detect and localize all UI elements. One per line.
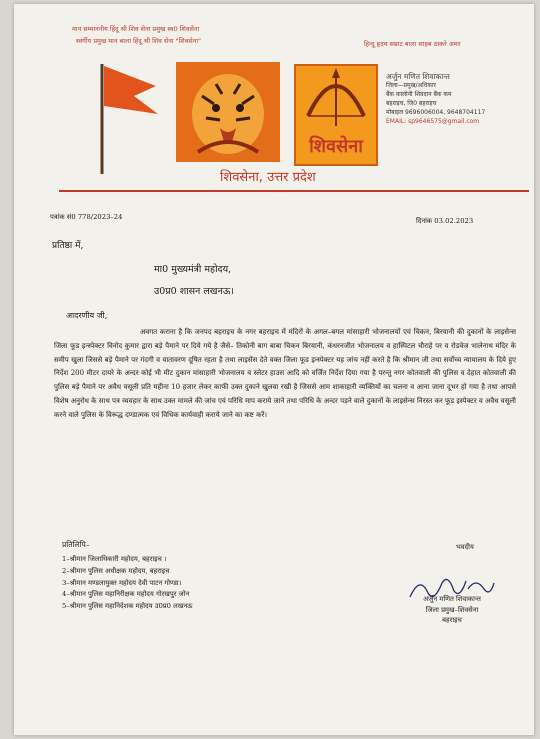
signatory-block	[396, 594, 508, 626]
header-top-left-line-2: स्वर्गीय प्रमुख मान बाला हिंदू श्री शिव सेना "शिवसेना"	[76, 37, 202, 45]
copy-item: 4–श्रीमान पुलिस महानिरीक्षक महोदय गोरखपुर जोन	[62, 590, 190, 599]
sender-designation: जिला—प्रमुख/अधिकार	[386, 82, 437, 89]
header-divider	[59, 190, 529, 192]
sender-mobile: मोबाइल 9696006004, 9648704117	[386, 109, 486, 116]
signatory-designation: जिला प्रमुख–शिवसेना	[425, 605, 479, 614]
recipient-label: प्रतिष्ठा में,	[52, 241, 84, 251]
reference-number: पत्रांक सं0 778/2023–24	[50, 213, 123, 221]
sender-contact-block	[386, 72, 531, 126]
logo-wordmark: शिवसेना	[309, 136, 363, 157]
copy-to-list	[62, 554, 192, 613]
recipient-line-2: उ0प्र0 शासन लखनऊ।	[154, 286, 234, 297]
letter-page	[14, 4, 534, 735]
letter-body: अवगत कराना है कि जनपद बहराइच के नगर बहराइच में मंदिरों के अगल–बगल मांसाहारी भोजनालयों एवं चिकन, बिरयानी की दुकानों के लाइसेन्स जिला फूड इन्स्पेक्टर विनोद कुमार द्वारा बड़े पैमाने पर दिये गये है जैसे– तिकोनी बाग बाबा चिकन बिरयानी, कंधरनजीत भोजनालय व हास्पिटल चौराहे पर व रोडवेज भालेनाथ मंदिर के समीप खुला जिससे बड़े पैमाने पर गंदगी व वातावरण दूषित रहता है तथा लाइसेंस देते वक्त जिला फूड इन्स्पेक्टर यह जांच नहीं करते है कि श्रीमान जी तथा सर्वोच्च न्यायालय के दिये हुए निर्देश 200 मीटर दायरे के अन्दर कोई भी मीट दुकान मांसाहारी भोजनालय व स्लेटर हाउस आदि को वर्जित निर्देश दिया गया है परन्तु नगर कोतवाली की पुलिस व देहात कोतवाली की पुलिस बड़े पैमाने पर अवैध वसूली प्रति महीना 10 हजार लेकर काफी उक्त दुकाने खुलवा रखी है जिससे आम शाकाहारी व्यक्तियों का चलना व आना जाना दूभर हो गया है तथा आपसे विशेष अनुरोध के साथ पत्र व्यवहार के साथ उक्त मामले की जांच एवं परिधि माप कराये जाने तथा परिधि के अन्दर पड़ने वाले दुकानों के लाइसेन्स निरस्त कर फूड इस्पेक्टर व अवैध वसूली करने वाले पुलिस के विरूद्ध दण्डात्मक एवं विधिक कार्यवाही कराये जाने का कष्ट करें।	[54, 328, 516, 419]
header-top-right-line: हिन्दू हृदय सम्राट बाला साहब ठाकरे अमर	[364, 40, 461, 48]
sender-email: EMAIL: sp9646575@gmail.com	[386, 118, 480, 125]
signatory-name: अर्जुन मणित शिवाकान्त	[423, 595, 481, 603]
header-top-left-line-1: मान सम्माननीय हिंदू श्री शिव सेना प्रमुख स्व0 शिवसेना	[72, 25, 200, 33]
signatory-place: बहराइच	[442, 616, 462, 624]
recipient-line-1: मा0 मुख्यमंत्री महोदय,	[154, 264, 232, 275]
org-subtitle: शिवसेना, उत्तर प्रदेश	[220, 170, 316, 185]
salutation: आदरणीय जी,	[66, 311, 108, 320]
copy-to-label: प्रतिलिपि–	[62, 540, 90, 549]
sender-address-2: बहराइच, जि0 बहराइच	[386, 100, 437, 107]
copy-item: 2–श्रीमान पुलिस अधीक्षक महोदय, बहराइच	[62, 566, 170, 575]
shivsena-bow-arrow-logo	[294, 64, 378, 166]
copy-item: 1–श्रीमान जिलाधिकारी महोदय, बहराइच ।	[62, 555, 167, 563]
copy-item: 3–श्रीमान मण्डलायुक्त महोदय देवी पाटन गोण्डा।	[62, 578, 182, 587]
tiger-emblem-icon	[176, 62, 280, 162]
saffron-flag-icon	[84, 56, 164, 176]
closing: भवदीय	[456, 543, 474, 551]
sender-name: अर्जुन मणित शिवाकान्त	[386, 72, 450, 81]
sender-address-1: बैंक कालोनी शिवदान बैंक कम	[386, 91, 452, 98]
letter-date: दिनांक 03.02.2023	[416, 217, 474, 225]
copy-item: 5–श्रीमान पुलिस महानिदेशक महोदय उ0प्र0 लखनऊ	[62, 602, 193, 611]
